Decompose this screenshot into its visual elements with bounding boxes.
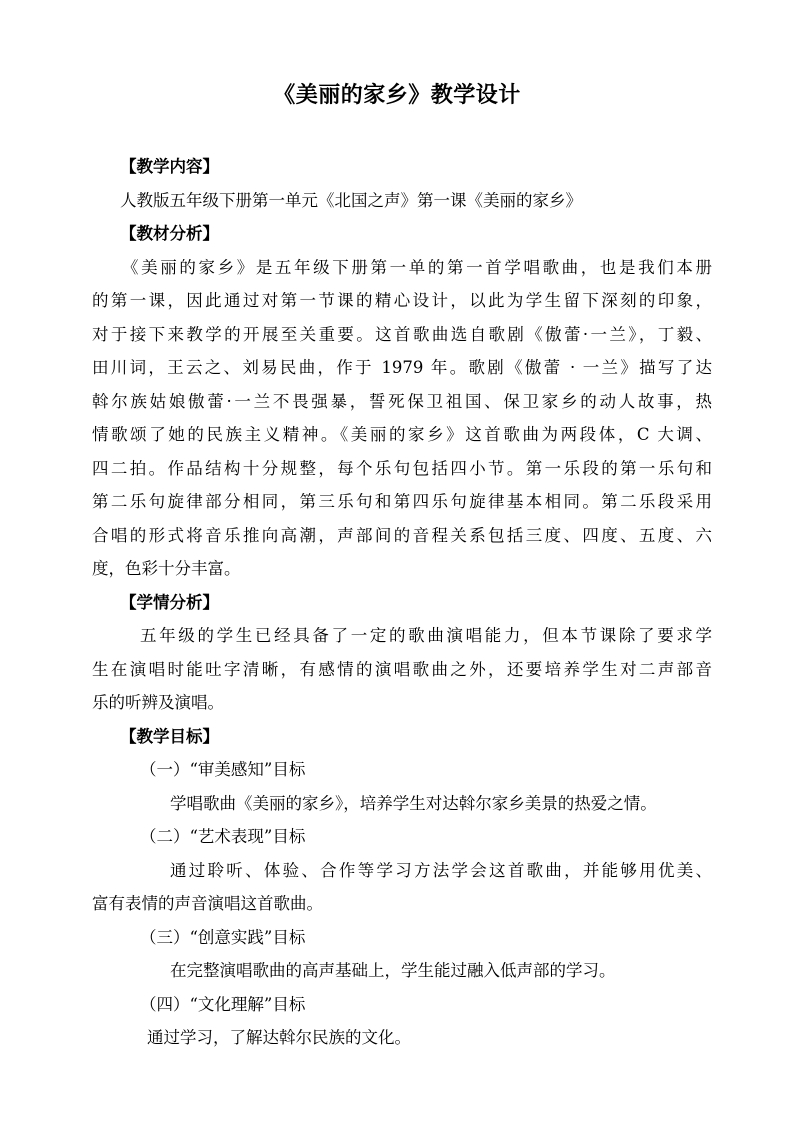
section-heading-analysis: 【教材分析】	[120, 224, 219, 243]
students-paragraph-line: 生在演唱时能吐字清晰，有感情的演唱歌曲之外，还要培养学生对二声部音	[92, 659, 712, 679]
analysis-paragraph-line: 情歌颂了她的民族主义精神。《美丽的家乡》这首歌曲为两段体，C 大调、	[92, 425, 712, 444]
goal-label: （二）“艺术表现”目标	[140, 827, 306, 846]
analysis-paragraph-line: 四二拍。作品结构十分规整，每个乐句包括四小节。第一乐段的第一乐句和	[92, 458, 712, 478]
content-text: 人教版五年级下册第一单元《北国之声》第一课《美丽的家乡》	[120, 190, 582, 210]
goal-label: （一）“审美感知”目标	[140, 760, 306, 779]
document-title: 《美丽的家乡》教学设计	[273, 82, 521, 108]
goal-text: 学唱歌曲《美丽的家乡》，培养学生对达斡尔家乡美景的热爱之情。	[170, 793, 657, 813]
section-heading-students: 【学情分析】	[120, 592, 219, 612]
analysis-paragraph-line: 合唱的形式将音乐推向高潮，声部间的音程关系包括三度、四度、五度、六	[92, 525, 712, 545]
goal-text: 通过学习，了解达斡尔民族的文化。	[147, 1028, 411, 1047]
goal-label: （三）“创意实践”目标	[140, 927, 306, 947]
students-paragraph-line: 乐的听辨及演唱。	[92, 693, 224, 712]
goal-text: 通过聆听、体验、合作等学习方法学会这首歌曲，并能够用优美、	[170, 860, 712, 880]
analysis-paragraph-line: 田川词，王云之、刘易民曲，作于 1979 年。歌剧《傲蕾 · 一兰》描写了达	[92, 358, 712, 377]
section-heading-content: 【教学内容】	[120, 157, 219, 176]
analysis-paragraph-line: 《美丽的家乡》是五年级下册第一单的第一首学唱歌曲，也是我们本册	[122, 257, 712, 277]
goal-text: 在完整演唱歌曲的高声基础上，学生能过融入低声部的学习。	[170, 961, 616, 980]
students-paragraph-line: 五年级的学生已经具备了一定的歌曲演唱能力，但本节课除了要求学	[140, 626, 712, 645]
analysis-paragraph-line: 斡尔族姑娘傲蕾·一兰不畏强暴，誓死保卫祖国、保卫家乡的动人故事，热	[92, 391, 712, 411]
section-heading-goals: 【教学目标】	[120, 726, 219, 746]
document-body	[92, 150, 712, 1055]
analysis-paragraph-line: 的第一课，因此通过对第一节课的精心设计，以此为学生留下深刻的印象，	[92, 291, 712, 310]
analysis-paragraph-line: 对于接下来教学的开展至关重要。这首歌曲选自歌剧《傲蕾·一兰》，丁毅、	[92, 324, 712, 344]
goal-text: 富有表情的声音演唱这首歌曲。	[92, 894, 323, 913]
goal-label: （四）“文化理解”目标	[140, 994, 306, 1014]
analysis-paragraph-line: 第二乐句旋律部分相同，第三乐句和第四乐句旋律基本相同。第二乐段采用	[92, 492, 712, 511]
analysis-paragraph-line: 度，色彩十分丰富。	[92, 559, 241, 578]
